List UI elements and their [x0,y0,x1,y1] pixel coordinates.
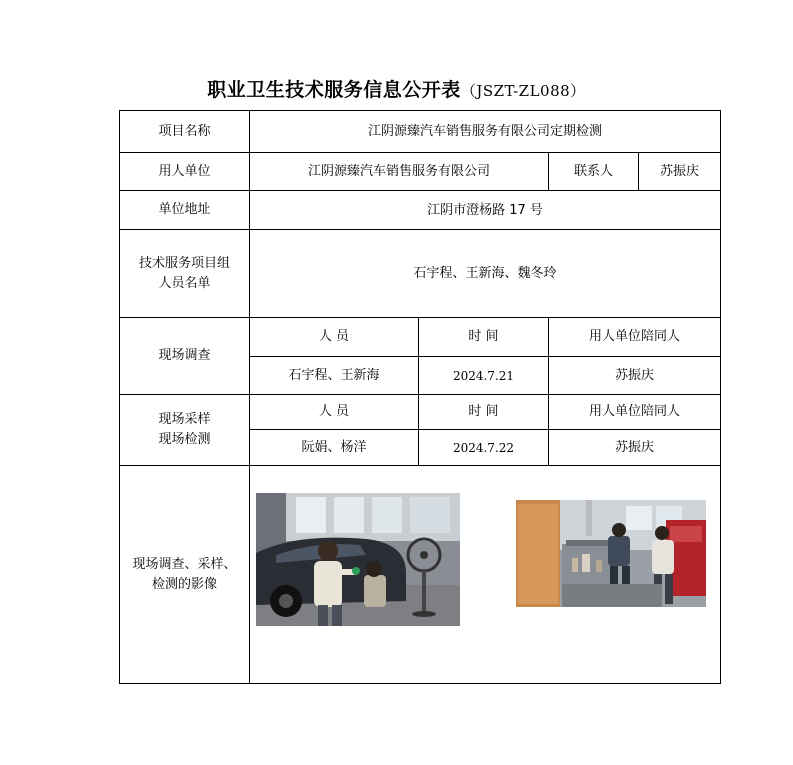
project-value: 江阴源臻汽车销售服务有限公司定期检测 [250,111,721,153]
sampling-col-people: 人 员 [250,395,419,430]
address-value: 江阴市澄杨路 17 号 [250,191,721,230]
images-label [120,466,250,684]
title-text: 职业卫生技术服务信息公开表 [207,79,461,101]
row-sampling-header [120,395,721,430]
sampling-label-line2: 现场检测 [158,432,211,447]
survey-col-people: 人 员 [250,318,419,357]
sampling-people: 阮娟、杨洋 [250,430,419,466]
survey-col-time: 时 间 [419,318,549,357]
row-employer [120,153,721,191]
employer-value: 江阴源臻汽车销售服务有限公司 [250,153,549,191]
contact-value: 苏振庆 [639,153,721,191]
team-value: 石宇程、王新海、魏冬玲 [250,230,721,318]
sampling-time: 2024.7.22 [419,430,549,466]
sampling-label-line1: 现场采样 [158,412,211,427]
images-label-line2: 检测的影像 [151,576,217,592]
photo-survey-image [256,493,460,626]
row-project [120,111,721,153]
employer-label: 用人单位 [120,153,250,191]
row-address [120,191,721,230]
row-images [120,466,721,684]
info-table [119,110,721,684]
sampling-col-escort: 用人单位陪同人 [549,395,721,430]
photo-sampling [516,500,706,607]
team-label [120,230,250,318]
survey-label: 现场调查 [120,318,250,395]
survey-col-escort: 用人单位陪同人 [549,318,721,357]
contact-label: 联系人 [549,153,639,191]
images-cell [250,466,721,684]
row-survey-header [120,318,721,357]
sampling-escort: 苏振庆 [549,430,721,466]
sampling-label [120,395,250,466]
survey-escort: 苏振庆 [549,357,721,395]
survey-time: 2024.7.21 [419,357,549,395]
team-label-line1: 技术服务项目组 [138,255,230,271]
survey-people: 石宇程、王新海 [250,357,419,395]
images-label-line1: 现场调查、采样、 [132,556,237,572]
address-label: 单位地址 [120,191,250,230]
photo-sampling-image [516,500,706,607]
photo-survey [256,493,460,626]
page-title [0,75,793,102]
row-team [120,230,721,318]
project-label: 项目名称 [120,111,250,153]
title-code: （JSZT-ZL088） [460,82,586,100]
team-label-line2: 人员名单 [158,275,211,291]
sampling-col-time: 时 间 [419,395,549,430]
